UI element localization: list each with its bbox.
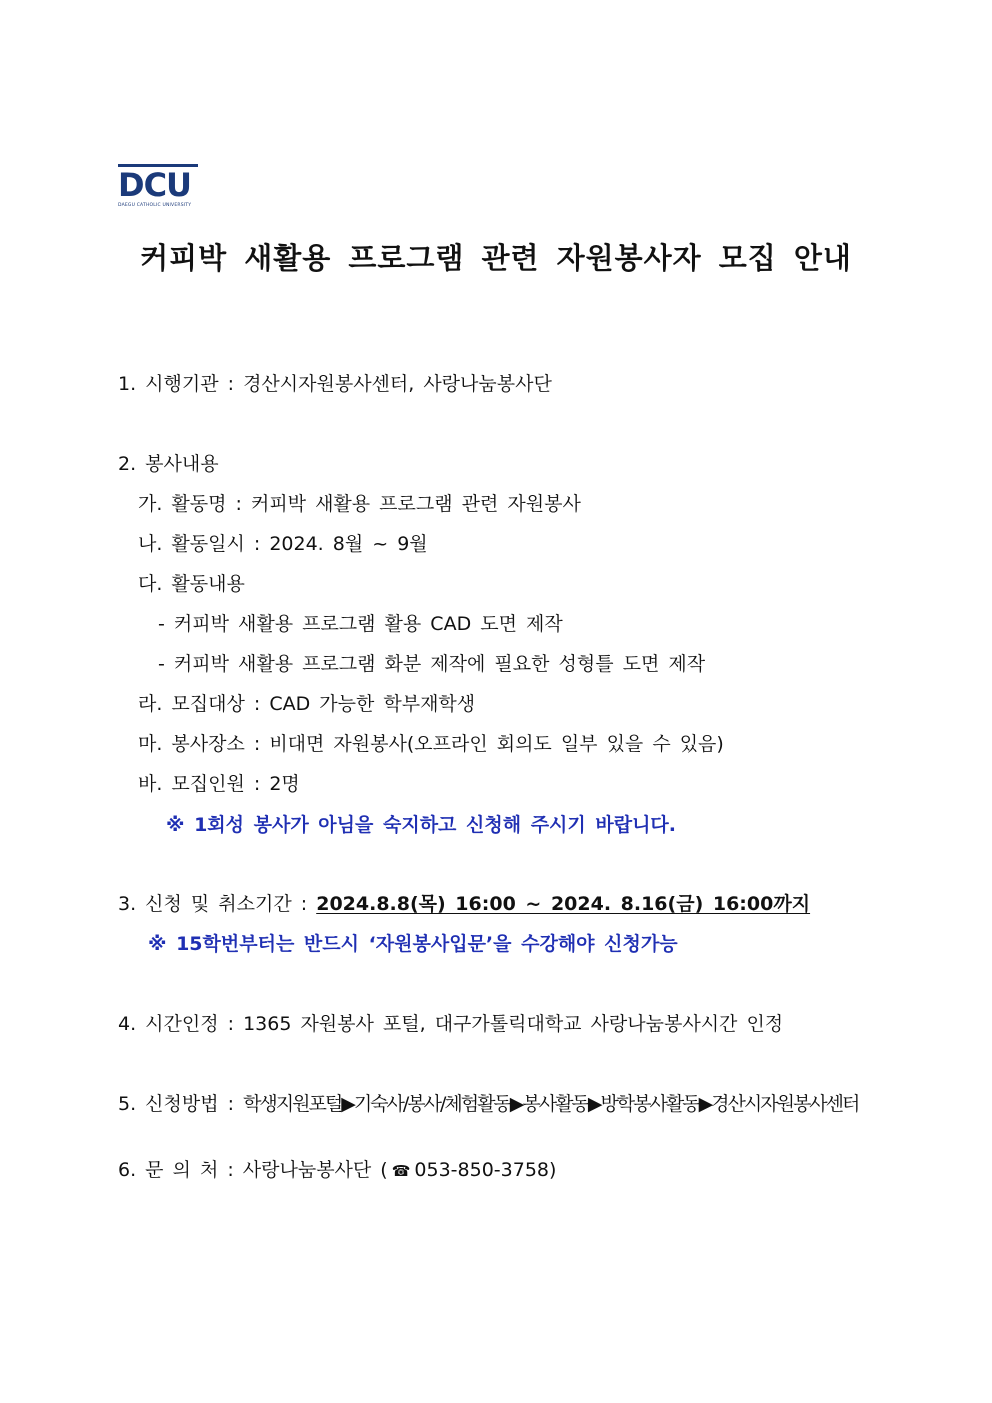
activity-date: 나. 활동일시 : 2024. 8월 ~ 9월 — [138, 533, 428, 555]
contact-label: 6. 문 의 처 : 사랑나눔봉사단 ( — [118, 1159, 388, 1181]
activity-content-heading: 다. 활동내용 — [138, 573, 245, 595]
section-4-time-recognition: 4. 시간인정 : 1365 자원봉사 포털, 대구가톨릭대학교 사랑나눔봉사시간 인정 — [118, 1013, 784, 1035]
section-6-contact — [118, 1157, 556, 1184]
activity-name: 가. 활동명 : 커피박 새활용 프로그램 관련 자원봉사 — [138, 493, 581, 515]
section-3-period — [118, 891, 810, 917]
section-5-apply-method — [118, 1091, 858, 1117]
logo-mark: DCU — [118, 164, 198, 202]
notice-not-one-time: ※ 1회성 봉사가 아님을 숙지하고 신청해 주시기 바랍니다. — [166, 814, 677, 836]
dcu-logo — [118, 164, 198, 208]
section-1-organizer: 1. 시행기관 : 경산시자원봉사센터, 사랑나눔봉사단 — [118, 373, 552, 395]
period-label: 3. 신청 및 취소기간 : — [118, 893, 317, 915]
recruit-target: 라. 모집대상 : CAD 가능한 학부재학생 — [138, 693, 476, 715]
activity-content-item-2: - 커피박 새활용 프로그램 화분 제작에 필요한 성형틀 도면 제작 — [158, 653, 706, 675]
logo-subtitle: DAEGU CATHOLIC UNIVERSITY — [118, 203, 192, 208]
section-2-heading: 2. 봉사내용 — [118, 453, 219, 475]
phone-icon: ☎ — [391, 1162, 411, 1180]
activity-content-item-1: - 커피박 새활용 프로그램 활용 CAD 도면 제작 — [158, 613, 563, 635]
period-value: 2024.8.8(목) 16:00 ~ 2024. 8.16(금) 16:00까지 — [316, 893, 811, 915]
contact-phone: 053-850-3758) — [414, 1159, 557, 1181]
activity-place: 마. 봉사장소 : 비대면 자원봉사(오프라인 회의도 일부 있을 수 있음) — [138, 733, 724, 755]
page-title: 커피박 새활용 프로그램 관련 자원봉사자 모집 안내 — [140, 241, 852, 275]
apply-method-label: 5. 신청방법 : — [118, 1093, 244, 1115]
notice-required-course: ※ 15학번부터는 반드시 ‘자원봉사입문’을 수강해야 신청가능 — [148, 933, 678, 955]
apply-method-path: 학생지원포털▶기숙사/봉사/체험활동▶봉사활동▶방학봉사활동▶경산시자원봉사센터 — [243, 1093, 859, 1115]
recruit-count: 바. 모집인원 : 2명 — [138, 773, 300, 795]
